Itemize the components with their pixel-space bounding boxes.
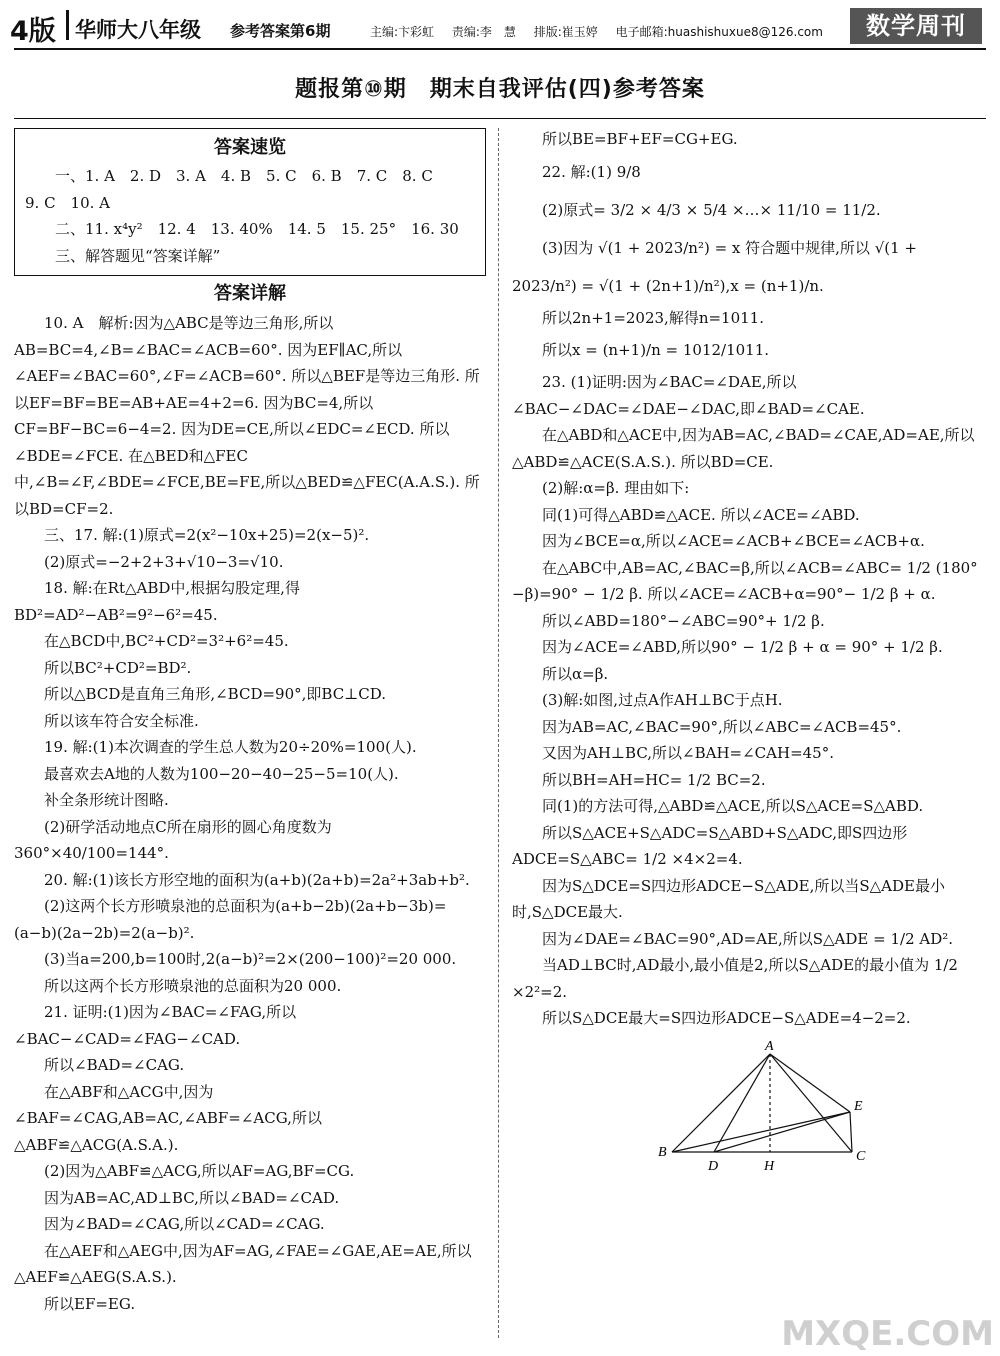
answer-para: 三、17. 解:(1)原式=2(x²−10x+25)=2(x−5)². <box>44 526 370 544</box>
title-rule <box>14 118 986 119</box>
right-column <box>512 126 986 1180</box>
answer-para: (2)因为△ABF≌△ACG,所以AF=AG,BF=CG. <box>44 1162 355 1180</box>
credits <box>370 23 837 40</box>
summary-line: 二、11. x⁴y² 12. 4 13. 40% 14. 5 15. 25° 16. 30 <box>55 220 459 238</box>
answer-para: 因为AB=AC,∠BAC=90°,所以∠ABC=∠ACB=45°. <box>542 717 902 736</box>
answer-para: 所以S△ACE+S△ADC=S△ABD+S△ADC,即S四边形ADCE=S△ABC= 1/2 ×4×2=4. <box>512 823 908 868</box>
answer-para: 22. 解:(1) 9/8 <box>542 162 641 181</box>
geometry-figure <box>652 1040 952 1180</box>
answer-para: 在△ABF和△ACG中,因为∠BAF=∠CAG,AB=AC,∠ABF=∠ACG,所以△ABF≌△ACG(A.S.A.). <box>14 1082 322 1154</box>
answer-summary-box <box>14 128 486 276</box>
answer-para: 10. A 解析:因为△ABC是等边三角形,所以AB=BC=4,∠B=∠BAC=∠ACB=60°. 因为EF∥AC,所以∠AEF=∠BAC=60°,∠F=∠ACB=60°. 所以△BEF是等边三角形. 所以EF=BF=BE=AB+AE=4+2=6. 因为BC=4,所以CF=BF−BC=6−4=2. 因为DE=CE,所以∠EDC=∠ECD. 所以∠BDE=∠FCE. 在△BED和△FEC中,∠B=∠F,∠BDE=∠FCE,BE=FE,所以△BED≌△FEC(A.A.S.). 所以BD=CF=2. <box>14 314 480 518</box>
answer-para: 在△BCD中,BC²+CD²=3²+6²=45. <box>44 632 289 650</box>
answer-para: (2)解:α=β. 理由如下: <box>542 479 690 497</box>
edition-label: 4版 <box>10 16 56 47</box>
grade-label: 华师大八年级 <box>75 18 201 42</box>
answer-para: 所以BC²+CD²=BD². <box>44 658 192 677</box>
answer-para: 所以BE=BF+EF=CG+EG. <box>542 130 738 148</box>
answer-para: 在△ABC中,AB=AC,∠BAC=β,所以∠ACB=∠ABC= 1/2 (180°−β)=90° − 1/2 β. 所以∠ACE=∠ACB+α=90°− 1/2 β + α. <box>512 558 978 603</box>
answer-para: 所以△BCD是直角三角形,∠BCD=90°,即BC⊥CD. <box>44 685 387 703</box>
answer-para: 所以∠ABD=180°−∠ABC=90°+ 1/2 β. <box>542 611 825 630</box>
left-column <box>14 128 486 1317</box>
summary-line: 9. C 10. A <box>25 193 111 212</box>
duty-editor: 责编:李 慧 <box>451 25 516 39</box>
answer-para: (3)当a=200,b=100时,2(a−b)²=2×(200−100)²=20 000. <box>44 950 457 968</box>
answer-para: 20. 解:(1)该长方形空地的面积为(a+b)(2a+b)=2a²+3ab+b². <box>44 870 470 889</box>
answer-para: 因为∠DAE=∠BAC=90°,AD=AE,所以S△ADE = 1/2 AD². <box>542 929 954 948</box>
answer-para: 又因为AH⊥BC,所以∠BAH=∠CAH=45°. <box>542 744 834 762</box>
answer-para: 23. (1)证明:因为∠BAC=∠DAE,所以∠BAC−∠DAC=∠DAE−∠DAC,即∠BAD=∠CAE. <box>512 373 865 418</box>
answer-para: 在△AEF和△AEG中,因为AF=AG,∠FAE=∠GAE,AE=AE,所以△AEF≌△AEG(S.A.S.). <box>14 1241 472 1286</box>
answer-para: 所以x = (n+1)/n = 1012/1011. <box>542 341 770 359</box>
answer-para: (2)这两个长方形喷泉池的总面积为(a+b−2b)(2a+b−3b)=(a−b)(2a−2b)=2(a−b)². <box>14 897 447 942</box>
detail-heading: 答案详解 <box>214 283 286 304</box>
label-A: A <box>765 1039 774 1054</box>
summary-line: 三、解答题见“答案详解” <box>55 246 221 265</box>
label-C: C <box>856 1148 866 1164</box>
page-title: 题报第⑩期 期末自我评估(四)参考答案 <box>295 77 705 102</box>
answer-para: (2)原式=−2+2+3+√10−3=√10. <box>44 552 284 571</box>
brand-logo: 数学周刊 <box>850 8 982 44</box>
answer-para: 18. 解:在Rt△ABD中,根据勾股定理,得BD²=AD²−AB²=9²−6²=45. <box>14 579 300 624</box>
answer-para: 所以α=β. <box>542 664 609 683</box>
column-divider <box>498 128 499 1338</box>
header-rule <box>14 48 986 50</box>
answer-para: 当AD⊥BC时,AD最小,最小值是2,所以S△ADE的最小值为 1/2 ×2²=2. <box>512 956 958 1001</box>
answer-para: (2)原式= 3/2 × 4/3 × 5/4 ×…× 11/10 = 11/2. <box>542 200 881 219</box>
answer-para: (2)研学活动地点C所在扇形的圆心角度数为360°×40/100=144°. <box>14 817 332 862</box>
answer-para: 补全条形统计图略. <box>44 791 169 809</box>
answer-para: 同(1)可得△ABD≌△ACE. 所以∠ACE=∠ABD. <box>542 505 860 524</box>
answer-para: 所以BH=AH=HC= 1/2 BC=2. <box>542 770 766 789</box>
answer-para: 因为∠BCE=α,所以∠ACE=∠ACB+∠BCE=∠ACB+α. <box>542 532 925 550</box>
answer-para: 在△ABD和△ACE中,因为AB=AC,∠BAD=∠CAE,AD=AE,所以△ABD≌△ACE(S.A.S.). 所以BD=CE. <box>512 426 975 471</box>
label-H: H <box>764 1158 775 1174</box>
answer-para: (3)因为 √(1 + 2023/n²) = x 符合题中规律,所以 √(1 + 2023/n²) = √(1 + (2n+1)/n²),x = (n+1)/n. <box>512 238 917 295</box>
answer-para: 同(1)的方法可得,△ABD≌△ACE,所以S△ACE=S△ABD. <box>542 797 924 815</box>
answer-para: 因为∠BAD=∠CAG,所以∠CAD=∠CAG. <box>44 1215 325 1233</box>
answer-para: 因为S△DCE=S四边形ADCE−S△ADE,所以当S△ADE最小时,S△DCE最大. <box>512 876 945 921</box>
summary-line: 一、1. A 2. D 3. A 4. B 5. C 6. B 7. C 8. C <box>55 167 433 185</box>
answer-para: 所以∠BAD=∠CAG. <box>44 1056 185 1074</box>
summary-heading: 答案速览 <box>214 137 286 158</box>
issue-label: 参考答案第6期 <box>230 22 331 40</box>
answer-para: 所以2n+1=2023,解得n=1011. <box>542 308 764 327</box>
answer-para: 21. 证明:(1)因为∠BAC=∠FAG,所以∠BAC−∠CAD=∠FAG−∠CAD. <box>14 1003 297 1048</box>
answer-para: (3)解:如图,过点A作AH⊥BC于点H. <box>542 691 783 709</box>
answer-para: 因为AB=AC,AD⊥BC,所以∠BAD=∠CAD. <box>44 1188 340 1207</box>
page-header <box>0 0 1000 50</box>
answer-para: 因为∠ACE=∠ABD,所以90° − 1/2 β + α = 90° + 1/2 β. <box>542 638 943 656</box>
email: 电子邮箱:huashishuxue8@126.com <box>615 25 823 39</box>
label-D: D <box>708 1158 719 1174</box>
answer-para: 所以这两个长方形喷泉池的总面积为20 000. <box>44 976 342 995</box>
header-divider <box>66 10 69 40</box>
editor: 主编:卞彩虹 <box>370 25 435 39</box>
label-E: E <box>854 1098 863 1114</box>
answer-para: 19. 解:(1)本次调查的学生总人数为20÷20%=100(人). <box>44 738 417 756</box>
watermark: MXQE.COM <box>781 1314 994 1354</box>
answer-para: 所以S△DCE最大=S四边形ADCE−S△ADE=4−2=2. <box>542 1009 911 1027</box>
layout-editor: 排版:崔玉婷 <box>533 25 598 39</box>
answer-para: 所以EF=EG. <box>44 1294 136 1313</box>
answer-para: 最喜欢去A地的人数为100−20−40−25−5=10(人). <box>44 764 399 783</box>
answer-para: 所以该车符合安全标准. <box>44 711 199 730</box>
label-B: B <box>658 1144 667 1160</box>
